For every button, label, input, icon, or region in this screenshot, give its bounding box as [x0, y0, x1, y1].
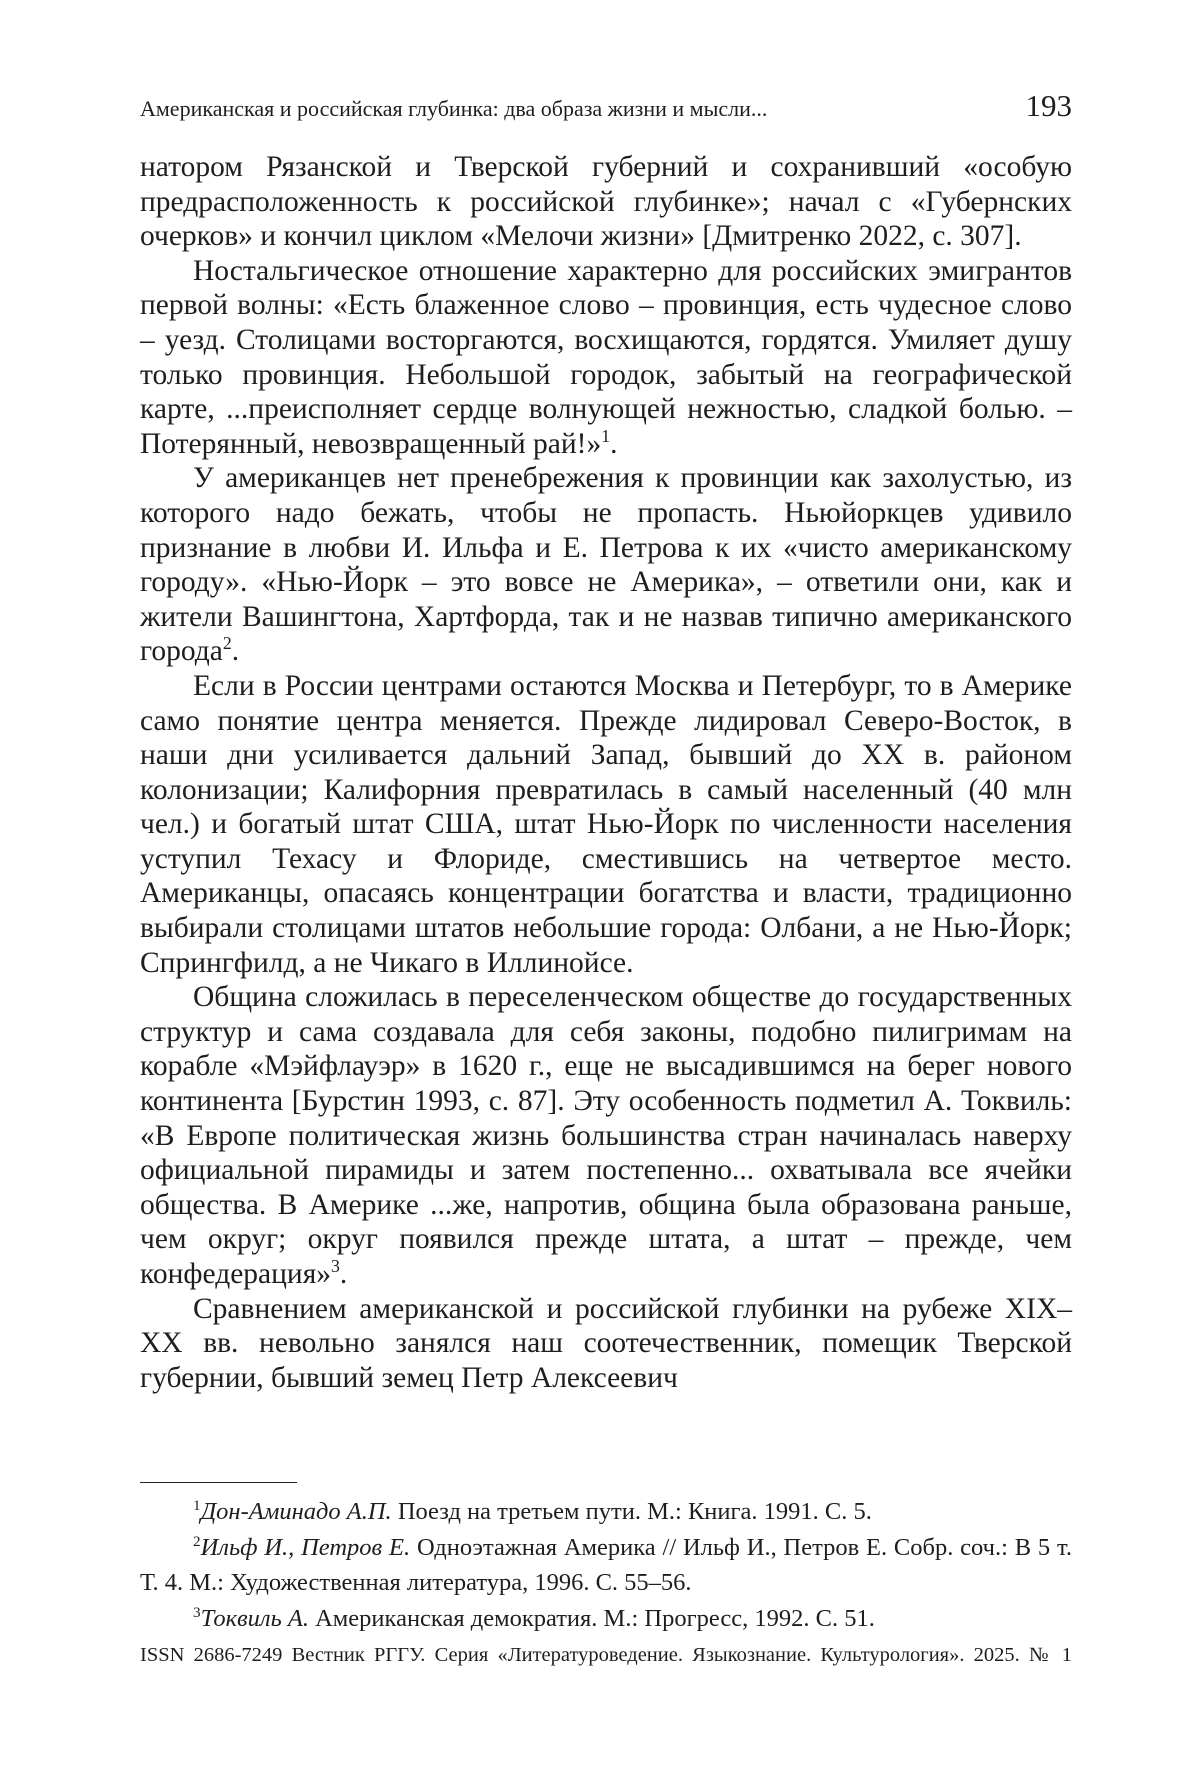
- paragraph-tail: .: [340, 1258, 347, 1290]
- running-title: Американская и российская глубинка: два образа жизни и мысли...: [140, 96, 767, 122]
- paragraph-continued: [140, 150, 1072, 254]
- page-number: 193: [1026, 88, 1073, 124]
- footnote-text: Одноэтажная Америка // Ильф И., Петров Е. Собр. соч.: В 5 т. Т. 4. М.: Художественная литература, 1996. С. 55–56.: [140, 1534, 1072, 1597]
- paragraph: [140, 461, 1072, 669]
- footnote-number: 3: [193, 1603, 201, 1620]
- paragraph: [140, 669, 1072, 980]
- paragraph: [140, 980, 1072, 1291]
- footnote-author: Дон-Аминадо А.П.: [201, 1498, 392, 1525]
- paragraph-text: У американцев нет пренебрежения к провинции как захолу­стью, из которого надо бежать, чтобы не пропасть. Ньюйоркцев удивило признание в любви И. Ильфа и Е. Петрова к их «чисто американскому городу». «Нью-Йорк – это вовсе не Америка», – от­ветили они, как и жители Вашингтона, Хартфорда, так и не назвав типично американского города: [140, 462, 1072, 667]
- paragraph: [140, 1292, 1072, 1396]
- footnote-number: 1: [193, 1497, 201, 1514]
- footnote-ref[interactable]: 2: [223, 633, 232, 653]
- running-header: [140, 88, 1072, 128]
- footnote-text: Американская демократия. М.: Прогресс, 1992. С. 51.: [309, 1605, 875, 1632]
- footnote-divider: [140, 1482, 297, 1483]
- footnote-author: Ильф И., Петров Е.: [201, 1534, 411, 1561]
- footnote: [140, 1601, 1072, 1637]
- paragraph-text: натором Рязанской и Тверской губерний и сохранивший «особую предрасположенность к российской глубинке»; начал с «Губерн­ских очерков» и кончил циклом «Мелочи жизни» [Дмитренко 2022, с. 307].: [140, 151, 1072, 252]
- paragraph-text: Если в России центрами остаются Москва и Петербург, то в Америке само понятие центра меняется. Прежде лидировал Се­веро-Восток, в наши дни усиливается дальний Запад, бывший до XX в. районом колонизации; Калифорния превратилась в самый населенный (40 млн чел.) и богатый штат США, штат Нью-Йорк по численности населения уступил Техасу и Флориде, сместившись на четвертое место. Американцы, опасаясь концентрации богатства и власти, традиционно выбирали столицами штатов небольшие горо­да: Олбани, а не Нью-Йорк; Спрингфилд, а не Чикаго в Иллинойсе.: [140, 670, 1072, 979]
- paragraph-text: Община сложилась в переселенческом обществе до государ­ственных структур и сама создавала для себя законы, подобно пи­лигримам на корабле «Мэйфлауэр» в 1620 г., еще не высадившимся на берег нового континента [Бурстин 1993, с. 87]. Эту особенность подметил А. Токвиль: «В Европе политическая жизнь большинства стран начиналась наверху официальной пирамиды и затем посте­пенно... охватывала все ячейки общества. В Америке ...же, напро­тив, община была образована раньше, чем округ; округ появился прежде штата, а штат – прежде, чем конфедерация»: [140, 981, 1072, 1290]
- footnote-ref[interactable]: 3: [331, 1256, 340, 1276]
- footnote-ref[interactable]: 1: [601, 426, 610, 446]
- footnote: [140, 1494, 1072, 1530]
- paragraph-text: Сравнением американской и российской глубинки на ру­беже XIX–XX вв. невольно занялся наш соотечественник, помещик Тверской губернии, бывший земец Петр Алексеевич: [140, 1293, 1072, 1394]
- article-body: [140, 150, 1072, 1395]
- footnote-text: Поезд на третьем пути. М.: Книга. 1991. С. 5.: [392, 1498, 872, 1525]
- paragraph-text: Ностальгическое отношение характерно для российских эми­грантов первой волны: «Есть блаженное слово – провинция, есть чудесное слово – уезд. Столицами восторгаются, восхищаются, гордятся. Умиляет душу только провинция. Небольшой городок, забытый на географической карте, ...преисполняет сердце вол­нующей нежностью, сладкой болью. – Потерянный, невозвра­щенный рай!»: [140, 255, 1072, 460]
- paragraph: [140, 254, 1072, 462]
- footnotes: [140, 1494, 1072, 1636]
- footnote: [140, 1530, 1072, 1601]
- journal-footer: ISSN 2686-7249 Вестник РГГУ. Серия «Литературоведение. Языкознание. Культурология». 2025. № 1: [140, 1644, 1072, 1667]
- paragraph-tail: .: [232, 635, 239, 667]
- footnote-author: Токвиль А.: [201, 1605, 309, 1632]
- journal-page: [140, 0, 1072, 1780]
- paragraph-tail: .: [610, 428, 617, 460]
- footnote-number: 2: [193, 1532, 201, 1549]
